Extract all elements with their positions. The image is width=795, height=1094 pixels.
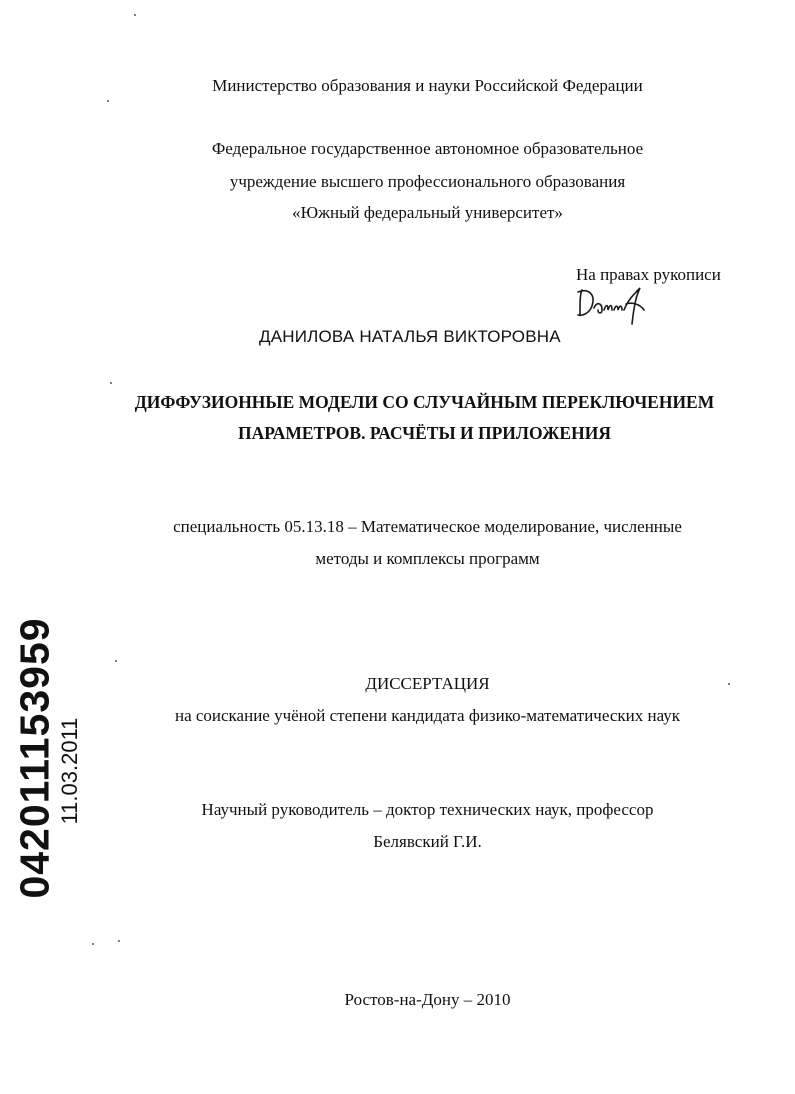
- supervisor-name: Белявский Г.И.: [373, 832, 482, 851]
- place-and-year: Ростов-на-Дону – 2010: [344, 990, 511, 1009]
- author-name: ДАНИЛОВА НАТАЛЬЯ ВИКТОРОВНА: [259, 327, 561, 346]
- scan-speck: [92, 943, 94, 945]
- institution-line-2: учреждение высшего профессионального образования: [229, 172, 626, 191]
- institution-line-1: Федеральное государственное автономное образовательное: [211, 139, 644, 158]
- scan-speck: [107, 100, 109, 102]
- dissertation-title-line-2: ПАРАМЕТРОВ. РАСЧЁТЫ И ПРИЛОЖЕНИЯ: [238, 423, 611, 443]
- scan-speck: [110, 382, 112, 384]
- scan-speck: [118, 940, 120, 942]
- scan-speck: [115, 660, 117, 662]
- manuscript-rights-note: На правах рукописи: [576, 265, 721, 284]
- document-type: ДИССЕРТАЦИЯ: [365, 674, 490, 693]
- library-stamp-date: 11.03.2011: [57, 717, 82, 825]
- scan-speck: [728, 683, 730, 685]
- supervisor-title: Научный руководитель – доктор технических наук, профессор: [201, 800, 654, 819]
- dissertation-title-line-1: ДИФФУЗИОННЫЕ МОДЕЛИ СО СЛУЧАЙНЫМ ПЕРЕКЛЮЧЕНИЕМ: [134, 392, 715, 412]
- university-name: «Южный федеральный университет»: [292, 203, 563, 222]
- ministry-name: Министерство образования и науки Российской Федерации: [212, 76, 643, 95]
- library-stamp-number: 042011153959: [11, 617, 58, 899]
- author-signature: [574, 284, 654, 326]
- degree-goal: на соискание учёной степени кандидата физико-математических наук: [174, 706, 681, 725]
- specialty-line-2: методы и комплексы программ: [315, 549, 540, 568]
- scan-speck: [134, 14, 136, 16]
- specialty-line-1: специальность 05.13.18 – Математическое моделирование, численные: [173, 517, 682, 536]
